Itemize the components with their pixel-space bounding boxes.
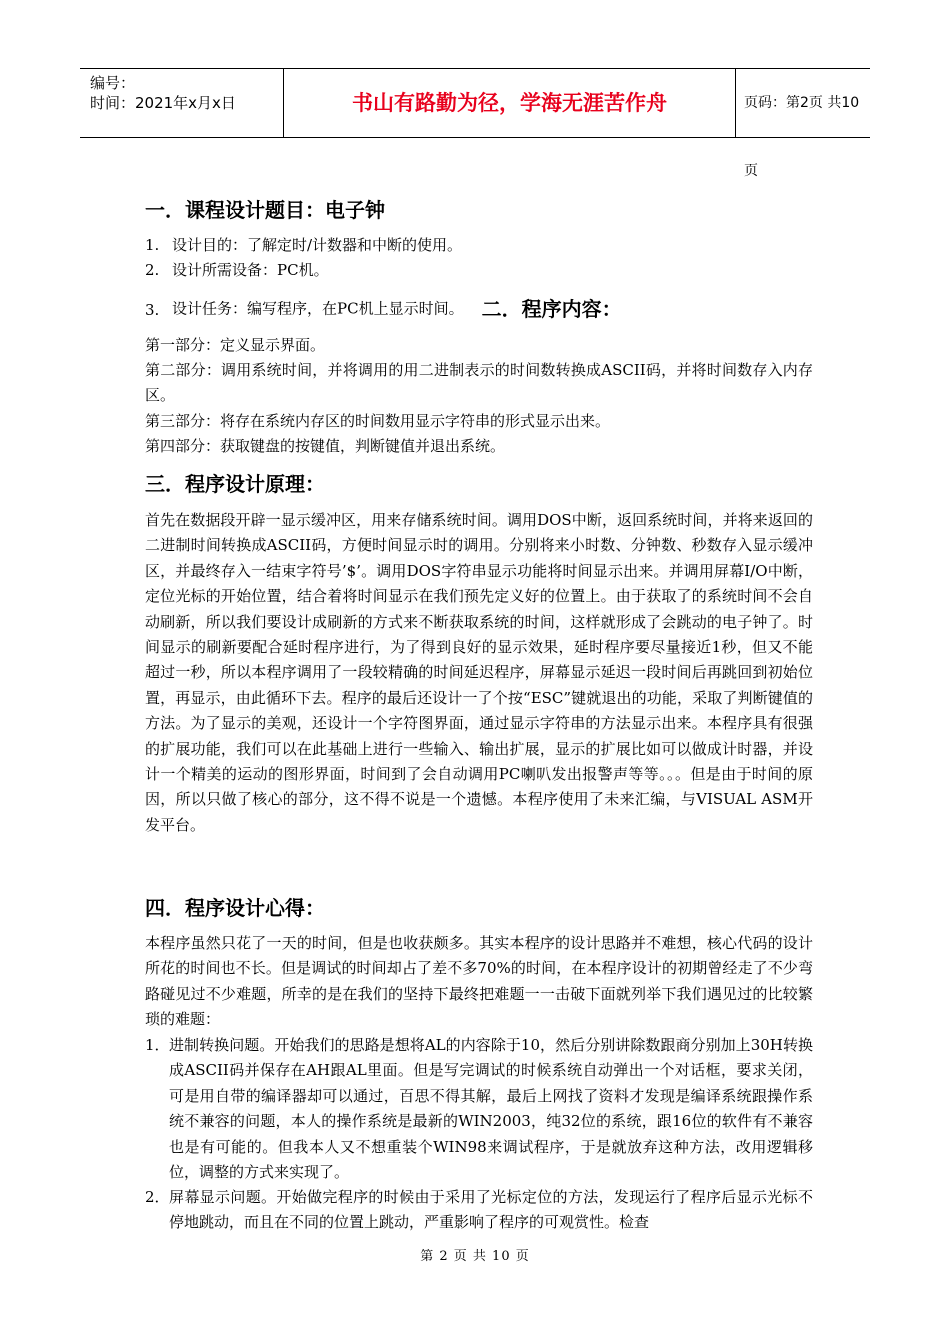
- section1-item-2-number: 2.: [145, 261, 160, 279]
- section4-paragraph: 本程序虽然只花了一天的时间，但是也收获颇多。其实本程序的设计思路并不难想，核心代码的设计所花的时间也不长。但是调试的时间却占了差不多70%的时间，在本程序设计的初期曾经走了不少弯路碰见过不少难题，所幸的是在我们的坚持下最终把难题一一击破下面就列举下我们遇见过的比较繁琐的难题：: [145, 934, 813, 1029]
- section4-item-1-text: 进制转换问题。开始我们的思路是想将AL的内容除于10，然后分别讲除数跟商分别加上30H转换成ASCII码并保存在AH跟AL里面。但是写完调试的时候系统自动弹出一个对话框，要求关闭，可是用自带的编译器却可以通过，百思不得其解，最后上网找了资料才发现是编译系统跟操作系统不兼容的问题，本人的操作系统是最新的WIN2003，纯32位的系统，跟16位的软件有不兼容也是有可能的。但我本人又不想重装个WIN98来调试程序，于是就放弃这种方法，改用逻辑移位，调整的方式来实现了。: [169, 1036, 813, 1182]
- section2-heading: 二．程序内容：: [481, 296, 622, 321]
- section3-paragraph: 首先在数据段开辟一显示缓冲区，用来存储系统时间。调用DOS中断，返回系统时间，并将来返回的二进制时间转换成ASCII码，方便时间显示时的调用。分别将来小时数、分钟数、秒数存入显示缓冲区，并最终存入一结束字符号’$’。调用DOS字符串显示功能将时间显示出来。并调用屏幕I/O中断，定位光标的开始位置，结合着将时间显示在我们预先定义好的位置上。由于获取了的系统时间不会自动刷新，所以我们要设计成刷新的方式来不断获取系统的时间，这样就形成了会跳动的电子钟了。时间显示的刷新要配合延时程序进行，为了得到良好的显示效果，延时程序要尽量接近1秒，但又不能超过一秒，所以本程序调用了一段较精确的时间延迟程序，屏幕显示延迟一段时间后再跳回到初始位置，再显示，由此循环下去。程序的最后还设计一了个按“ESC”键就退出的功能，采取了判断键值的方法。为了显示的美观，还设计一个字符图界面，通过显示字符串的方法显示出来。本程序具有很强的扩展功能，我们可以在此基础上进行一些输入、输出扩展，显示的扩展比如可以做成计时器，并设计一个精美的运动的图形界面，时间到了会自动调用PC喇叭发出报警声等等。。。但是由于时间的原因，所以只做了核心的部分，这不得不说是一个遗憾。本程序使用了未来汇编，与VISUAL ASM开发平台。: [145, 511, 813, 834]
- section4-heading: 四．程序设计心得：: [145, 896, 325, 920]
- section4-item-2-text: 屏幕显示问题。开始做完程序的时候由于采用了光标定位的方法，发现运行了程序后显示光标不停地跳动，而且在不同的位置上跳动，严重影响了程序的可观赏性。检查: [169, 1188, 813, 1232]
- section1-item-3-number: 3.: [145, 301, 160, 319]
- section2-line-1: 第一部分：定义显示界面。: [145, 336, 326, 354]
- page-header: [80, 68, 870, 179]
- section1-item-2-text: 设计所需设备：PC机。: [172, 261, 329, 279]
- header-number-label: 编号：: [90, 74, 136, 92]
- section1-item-3-text: 设计任务：编写程序，在PC机上显示时间。: [172, 299, 464, 318]
- section2-line-3: 第三部分：将存在系统内存区的时间数用显示字符串的形式显示出来。: [145, 412, 611, 430]
- section2-line-4: 第四部分：获取键盘的按键值，判断键值并退出系统。: [145, 437, 506, 455]
- header-info-cell: [80, 69, 283, 137]
- page-footer: 第 2 页 共 10 页: [420, 1249, 530, 1264]
- section1-item-1-number: 1.: [145, 236, 160, 254]
- header-motto: 书山有路勤为径，学海无涯苦作舟: [283, 69, 736, 137]
- section4-item-2-number: 2．: [145, 1188, 170, 1206]
- section3-heading: 三．程序设计原理：: [145, 472, 325, 496]
- section1-item-1-text: 设计目的：了解定时/计数器和中断的使用。: [172, 236, 463, 254]
- header-page-label: 页码：第2页 共10页: [744, 95, 860, 179]
- header-date-label: 时间：2021年x月x日: [90, 94, 236, 112]
- section4-item-1-number: 1．: [145, 1036, 170, 1054]
- section1-heading: 一．课程设计题目：电子钟: [145, 198, 385, 222]
- section1-item-3-line: [172, 296, 622, 322]
- section2-line-2: 第二部分：调用系统时间，并将调用的用二进制表示的时间数转换成ASCII码，并将时间数存入内存区。: [145, 361, 813, 405]
